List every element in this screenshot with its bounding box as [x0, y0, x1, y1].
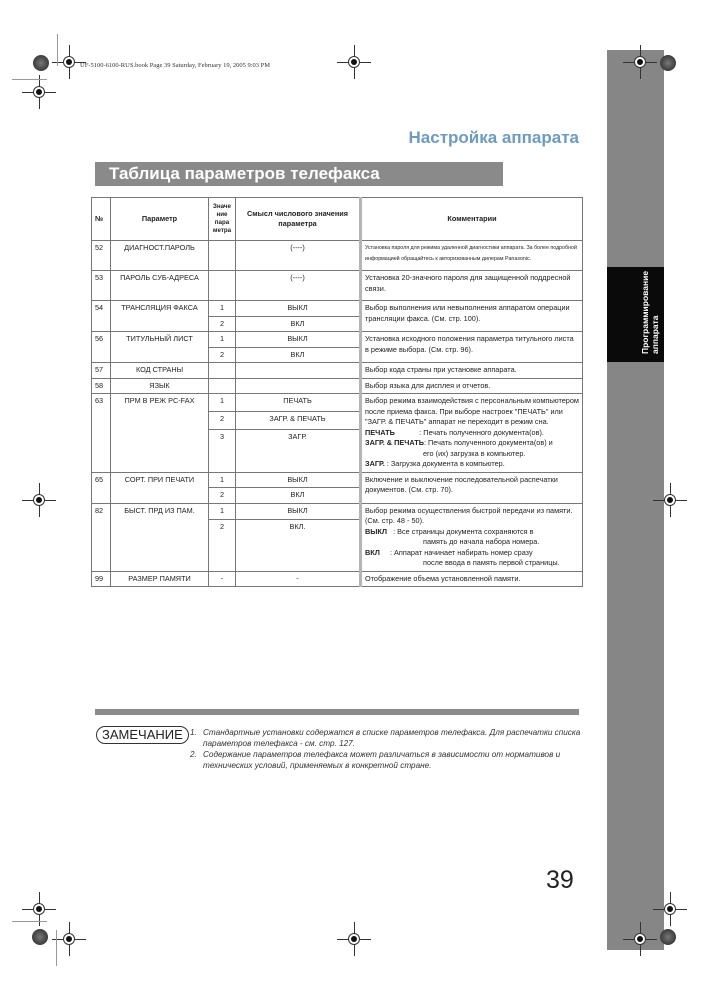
row-parameter: БЫСТ. ПРД ИЗ ПАМ. — [111, 503, 209, 571]
page-number: 39 — [546, 866, 574, 894]
definition-continuation: его (их) загрузка в компьютер. — [423, 448, 526, 458]
row-value — [209, 363, 236, 379]
row-meaning: - — [236, 571, 361, 587]
row-parameter: ПАРОЛЬ СУБ-АДРЕСА — [111, 271, 209, 301]
row-value: 1 — [209, 332, 236, 348]
crosshair-mark-left-middle — [32, 493, 46, 507]
definition-key: ВКЛ — [365, 547, 380, 557]
comment-text: Выбор выполнения или невыполнения аппаратом операции трансляции факса. (См. стр. 100). — [365, 303, 570, 323]
row-value — [209, 241, 236, 271]
table-row — [92, 301, 583, 317]
definition-key: ВЫКЛ — [365, 526, 387, 536]
comment-definition — [365, 548, 579, 559]
row-value — [209, 378, 236, 394]
row-comment — [361, 571, 583, 587]
print-header: UF-5100-6100-RUS.book Page 39 Saturday, February 19, 2005 9:03 PM — [80, 62, 271, 69]
row-meaning: ЗАГР. — [236, 429, 361, 472]
row-meaning: (----) — [236, 271, 361, 301]
row-meaning: ВКЛ. — [236, 519, 361, 571]
row-comment — [361, 394, 583, 473]
row-meaning: ВЫКЛ — [236, 301, 361, 317]
comment-definition — [365, 527, 579, 538]
definition-sep: : — [394, 427, 424, 437]
definition-text: Печать полученного документа(ов). — [423, 427, 544, 437]
row-meaning: ЗАГР. & ПЕЧАТЬ — [236, 411, 361, 429]
row-meaning: ВКЛ — [236, 347, 361, 363]
trim-line — [56, 930, 57, 966]
row-parameter: ДИАГНОСТ.ПАРОЛЬ — [111, 241, 209, 271]
row-value — [209, 271, 236, 301]
row-value: 2 — [209, 519, 236, 571]
row-parameter: ТИТУЛЬНЫЙ ЛИСТ — [111, 332, 209, 363]
header-num: № — [92, 198, 111, 241]
crosshair-mark-bottom-center — [347, 932, 361, 946]
row-value: 1 — [209, 394, 236, 412]
crosshair-mark-right-middle — [663, 493, 677, 507]
definition-sep: : — [379, 547, 395, 557]
notes-list — [190, 727, 585, 771]
row-number: 82 — [92, 503, 111, 571]
trim-line — [12, 79, 47, 80]
row-meaning: ПЕЧАТЬ — [236, 394, 361, 412]
row-meaning: ВКЛ — [236, 316, 361, 332]
row-number: 99 — [92, 571, 111, 587]
row-value: 2 — [209, 316, 236, 332]
row-value: - — [209, 571, 236, 587]
comment-definition — [365, 438, 579, 449]
row-number: 65 — [92, 472, 111, 503]
table-row — [92, 363, 583, 379]
crosshair-mark-top-left — [32, 85, 46, 99]
row-meaning: ВКЛ — [236, 488, 361, 504]
definition-key: ЗАГР. — [365, 459, 385, 468]
row-meaning: ВЫКЛ — [236, 503, 361, 519]
row-number: 63 — [92, 394, 111, 473]
row-meaning: (----) — [236, 241, 361, 271]
row-meaning — [236, 363, 361, 379]
side-tab — [607, 267, 664, 362]
row-value: 2 — [209, 347, 236, 363]
row-value: 1 — [209, 472, 236, 488]
definition-text: Аппарат начинает набирать номер сразу — [394, 547, 533, 557]
comment-text: Установка пароля для режима удаленной диагностики аппарата. За более подробной информацией обращайтесь к авторизованным дилерам Panasonic. — [365, 245, 577, 262]
registration-disc-top-left — [33, 55, 49, 71]
row-comment — [361, 503, 583, 571]
row-parameter: ЯЗЫК — [111, 378, 209, 394]
comment-text: Выбор кода страны при установке аппарата. — [365, 365, 517, 374]
comment-definition — [365, 459, 579, 470]
table-row — [92, 241, 583, 271]
table-header-row — [92, 198, 583, 241]
definition-text: Все страницы документа сохраняются в — [397, 526, 534, 536]
header-comments: Комментарии — [361, 198, 583, 241]
header-meaning: Смысл числового значения параметра — [236, 198, 361, 241]
row-value: 2 — [209, 411, 236, 429]
row-number: 54 — [92, 301, 111, 332]
trim-line — [57, 34, 58, 66]
row-parameter: ТРАНСЛЯЦИЯ ФАКСА — [111, 301, 209, 332]
definition-key: ЗАГР. & ПЕЧАТЬ — [365, 438, 424, 447]
row-meaning — [236, 378, 361, 394]
table-row — [92, 271, 583, 301]
row-parameter: КОД СТРАНЫ — [111, 363, 209, 379]
comment-text: Установка исходного положения параметра титульного листа в режиме выбора. (См. стр. 96). — [365, 334, 574, 354]
section-title: Настройка аппарата — [408, 128, 579, 147]
row-comment — [361, 378, 583, 394]
table-row — [92, 394, 583, 412]
header-value: Значе ние пара метра — [209, 198, 236, 241]
header-param: Параметр — [111, 198, 209, 241]
definition-text: Загрузка документа в компьютер. — [390, 459, 505, 468]
definition-sep: : — [384, 459, 391, 468]
row-comment — [361, 241, 583, 271]
table-row — [92, 571, 583, 587]
side-tab-line1: Программирование — [639, 270, 650, 354]
table-row — [92, 332, 583, 348]
registration-disc-bottom-right — [660, 929, 676, 945]
comment-definition — [365, 428, 579, 439]
row-number: 53 — [92, 271, 111, 301]
parameters-table — [91, 197, 583, 587]
row-number: 58 — [92, 378, 111, 394]
row-comment — [361, 363, 583, 379]
crosshair-mark-top-left-header — [62, 55, 76, 69]
row-comment — [361, 301, 583, 332]
definition-text: Печать полученного документа(ов) и — [428, 438, 553, 447]
row-value: 2 — [209, 488, 236, 504]
row-number: 57 — [92, 363, 111, 379]
crosshair-mark-top-center — [347, 55, 361, 69]
comment-text: Включение и выключение последовательной распечатки документов. (См. стр. 70). — [365, 474, 558, 494]
row-value: 1 — [209, 503, 236, 519]
row-comment — [361, 472, 583, 503]
crosshair-mark-bottom-right-2 — [633, 932, 647, 946]
comment-text: Установка 20-значного пароля для защищенной поддресной связи. — [365, 273, 571, 293]
definition-sep: : — [423, 438, 429, 447]
row-number: 56 — [92, 332, 111, 363]
definition-continuation: память до начала набора номера. — [423, 537, 540, 546]
table-row — [92, 472, 583, 488]
note-divider — [95, 709, 579, 715]
row-meaning: ВЫКЛ — [236, 472, 361, 488]
row-parameter: СОРТ. ПРИ ПЕЧАТИ — [111, 472, 209, 503]
note-item: 1. Стандартные установки содержатся в списке параметров телефакса. Для распечатки списка параметров телефакса - см. стр. 127. — [190, 728, 581, 748]
definition-sep: : — [387, 526, 398, 536]
row-comment — [361, 332, 583, 363]
registration-disc-top-right — [660, 55, 676, 71]
row-meaning: ВЫКЛ — [236, 332, 361, 348]
page-banner-title: Таблица параметров телефакса — [95, 162, 503, 186]
crosshair-mark-top-right — [633, 55, 647, 69]
trim-line — [12, 921, 47, 922]
crosshair-mark-bottom-right — [663, 902, 677, 916]
row-value: 3 — [209, 429, 236, 472]
row-parameter: РАЗМЕР ПАМЯТИ — [111, 571, 209, 587]
table-row — [92, 503, 583, 519]
note-item: 2. Содержание параметров телефакса может различаться в зависимости от нормативов и технических условий, применяемых в конкретной стране. — [190, 750, 561, 770]
note-badge: ЗАМЕЧАНИЕ — [96, 726, 189, 744]
table-row — [92, 378, 583, 394]
row-parameter: ПРМ В РЕЖ PC-FAX — [111, 394, 209, 473]
crosshair-mark-bottom-left — [32, 902, 46, 916]
row-comment — [361, 271, 583, 301]
crosshair-mark-bottom-left-2 — [62, 932, 76, 946]
registration-disc-bottom-left — [32, 929, 48, 945]
definition-key: ПЕЧАТЬ — [365, 427, 395, 437]
side-tab-line2: аппарата — [649, 315, 660, 354]
comment-text: Отображение объема установленной памяти. — [365, 573, 521, 583]
comment-text: Выбор режима взаимодействия с персональным компьютером после приема факса. При выборе настроек "ПЕЧАТЬ" или "ЗАГР. & ПЕЧАТЬ" аппарат не переходит в режим сна. — [365, 396, 579, 426]
comment-text: Выбор режима осуществления быстрой передачи из памяти. (См. стр. 48 - 50). — [365, 505, 573, 525]
row-value: 1 — [209, 301, 236, 317]
comment-text: Выбор языка для дисплея и отчетов. — [365, 380, 491, 390]
definition-continuation: после ввода в память первой страницы. — [423, 558, 560, 567]
row-number: 52 — [92, 241, 111, 271]
